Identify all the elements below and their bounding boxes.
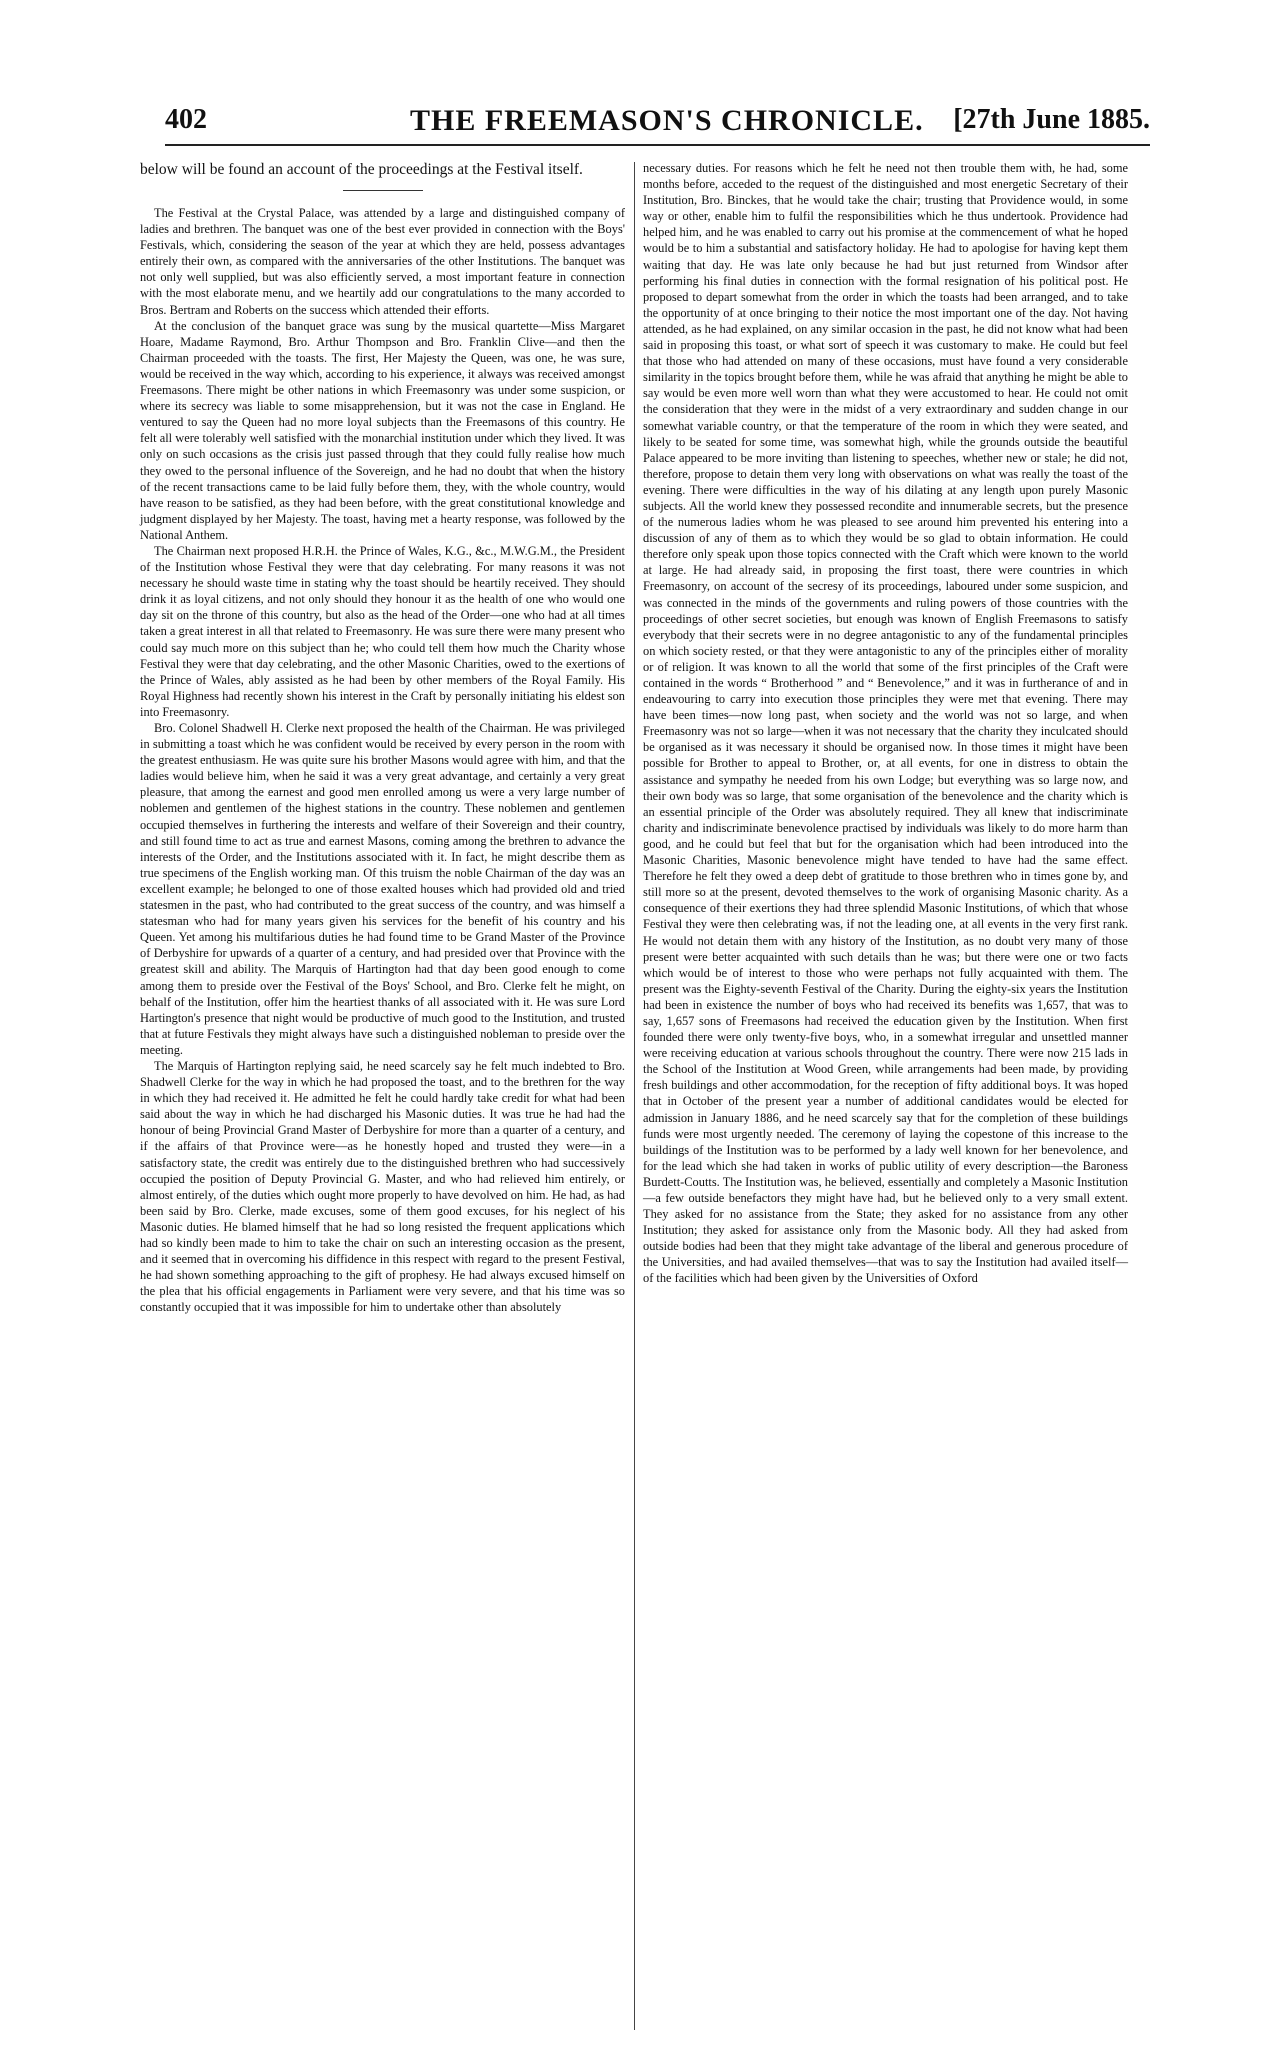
article-paragraph: necessary duties. For reasons which he felt he need not then trouble them with, he had, some months before, acceded to the request of the distinguished and most energetic Secretary of their Institution, Bro. Binckes, that he would take the chair; trusting that Providence would, in some way or other, enable him to fulfil the responsibilities which he thus undertook. Providence had helped him, and he was enabled to carry out his promise at the commencement of what he hoped would be to him a substantial and satisfactory holiday. He had to apologise for having kept them waiting that day. He was late only because he had but just returned from Windsor after performing his final duties in connection with the formal resignation of his political post. He proposed to depart somewhat from the order in which the toasts had been arranged, and to take the opportunity of at once bringing to their notice the most important one of the day. Not having attended, as he had explained, on any similar occasion in the past, he did not know what had been said in proposing this toast, or what sort of speech it was customary to make. He could but feel that those who had attended on many of these occasions, must have found a very considerable similarity in the topics brought before them, while he was afraid that anything he might be able to say would be even more well worn than what they were accustomed to hear. He could not omit the consideration that they were in the midst of a very extraordinary and sudden change in our somewhat variable country, or that the temperature of the room in which they were seated, and likely to be seated for some time, was somewhat high, while the grounds outside the beautiful Palace appeared to be more inviting than listening to speeches, whether new or stale; he did not, therefore, propose to detain them very long with observations on what was really the toast of the evening. There were difficulties in the way of his dilating at any length upon purely Masonic subjects. All the world knew they possessed recondite and innumerable secrets, but the presence of the numerous ladies whom he was pleased to see around him prevented his entering into a discussion of any of them as to which they would be so glad to obtain information. He could therefore only speak upon those topics connected with the Craft which were known to the world at large. He had already said, in proposing the first toast, there were countries in which Freemasonry, on account of the secresy of its proceedings, laboured under some suspicion, and was connected in the minds of the governments and ruling powers of those countries with the proceedings of other secret societies, but enough was known of English Freemasons to satisfy everybody that their secrets were in no degree antagonistic to any of the fundamental principles on which society rested, or that they were antagonistic to any of the principles either of morality or of religion. It was known to all the world that some of the first principles of the Craft were contained in the words “ Brotherhood ” and “ Benevolence,” and it was in furtherance of and in endeavouring to carry into execution those principles they were met that evening. There may have been times—now long past, when society and the world was not so large, and when Freemasonry was not so large—when it was not necessary that the charity they inculcated should be organised as it was necessary it should be organised now. In those times it might have been possible for Brother to appeal to Brother, or, at all events, for one in distress to obtain the assistance and sympathy he needed from his own Lodge; but everything was so large now, and their own body was so large, that some organisation of the benevolence and the charity which is an essential principle of the Order was absolutely required. They all knew that indiscriminate charity and indiscriminate benevolence practised by individuals was likely to do more harm than good, and he could but feel that but for the organisation which had been introduced into the Masonic Charities, Masonic benevolence might have tended to have had the same effect. Therefore he felt they owed a deep debt of gratitude to those brethren who in times gone by, and still more so at the present, devoted themselves to the work of organising Masonic charity. As a consequence of their exertions they had three splendid Masonic Institutions, of which that whose Festival they were then celebrating was, if not the leading one, at all events in the very first rank. He would not detain them with any history of the Institution, as no doubt very many of those present were better acquainted with such details than he was; but there were one or two facts which would be of interest to those who were perhaps not fully acquainted with them. The present was the Eighty-seventh Festival of the Charity. During the eighty-six years the Institution had been in existence the number of boys who had received its benefits was 1,657, that was to say, 1,657 sons of Freemasons had received the education given by the Institution. When first founded there were only twenty-five boys, who, in a somewhat irregular and unsettled manner were receiving education at various schools throughout the country. There were now 215 lads in the School of the Institution at Wood Green, while arrangements had been made, by providing fresh buildings and other accommodation, for the reception of fifty additional boys. It was hoped that in October of the present year a number of additional candidates would be elected for admission in January 1886, and he need scarcely say that for the completion of these buildings funds were most urgently needed. The ceremony of laying the copestone of this increase to the buildings of the Institution was to be performed by a lady well known for her benevolence, and for the lead which she had taken in works of public utility of every description—the Baroness Burdett-Coutts. The Institution was, he believed, essentially and completely a Masonic Institution—a few outside benefactors they might have had, but he believed only to a very small extent. They asked for no assistance from the State; they asked for no assistance from any other Institution; they asked for assistance only from the Masonic body. All they had asked from outside bodies had been that they might take advantage of the liberal and generous procedure of the Universities, and had availed themselves—that was to say the Institution had availed itself—of the facilities which had been given by the Universities of Oxford xyxy=(643,161,1128,1286)
header-rule xyxy=(165,144,1150,146)
article-paragraph: The Chairman next proposed H.R.H. the Prince of Wales, K.G., &c., M.W.G.M., the President of the Institution whose Festival they were that day celebrating. For many reasons it was not necessary he should waste time in stating why the toast should be heartily received. They should drink it as loyal citizens, and not only should they honour it as the health of one who would one day sit on the throne of this country, but also as the head of the Order—one who had at all times taken a great interest in all that related to Freemasonry. He was sure there were many present who could say much more on this subject than he; who could tell them how much the Charity whose Festival they were that day celebrating, and the other Masonic Charities, owed to the exertions of the Prince of Wales, ably assisted as he had been by other members of the Royal Family. His Royal Highness had recently shown his interest in the Craft by personally initiating his eldest son into Freemasonry. xyxy=(140,543,625,719)
left-column xyxy=(140,160,625,1315)
article-paragraph: Bro. Colonel Shadwell H. Clerke next proposed the health of the Chairman. He was privileged in submitting a toast which he was confident would be received by every person in the room with the greatest enthusiasm. He was quite sure his brother Masons would agree with him, and that the ladies would believe him, when he said it was a very great advantage, and certainly a very great pleasure, that among the earnest and good men enrolled among us were a very large number of noblemen and gentlemen of the highest stations in the country. These noblemen and gentlemen occupied themselves in furthering the interests and welfare of their Sovereign and their country, and still found time to act as true and earnest Masons, coming among the brethren to advance the interests of the Order, and the Institutions associated with it. In fact, he might describe them as true specimens of the English working man. Of this truism the noble Chairman of the day was an excellent example; he belonged to one of those exalted houses which had provided old and tried statesmen in the past, who had contributed to the great success of the country, and was himself a statesman who had for many years given his services for the benefit of his country and his Queen. Yet among his multifarious duties he had found time to be Grand Master of the Province of Derbyshire for upwards of a quarter of a century, and had presided over that Province with the greatest skill and ability. The Marquis of Hartington had that day been good enough to come among them to preside over the Festival of the Boys' School, and Bro. Clerke felt he might, on behalf of the Institution, offer him the heartiest thanks of all associated with it. He was sure Lord Hartington's presence that night would be productive of much good to the Institution, and trusted that at future Festivals they might always have such a distinguished nobleman to preside over the meeting. xyxy=(140,721,625,1057)
section-divider xyxy=(343,190,423,191)
column-separator xyxy=(634,162,635,2030)
article-paragraph: The Festival at the Crystal Palace, was attended by a large and distinguished company of ladies and brethren. The banquet was one of the best ever provided in connection with the Boys' Festivals, which, considering the season of the year at which they are held, possess advantages entirely their own, as compared with the anniversaries of the other Institutions. The banquet was not only well supplied, but was also efficiently served, a most important feature in connection with the most elaborate menu, and we heartily add our congratulations to the many accorded to Bros. Bertram and Roberts on the success which attended their efforts. xyxy=(140,206,625,317)
page-header xyxy=(165,104,1150,144)
article-paragraph: At the conclusion of the banquet grace was sung by the musical quartette—Miss Margaret Hoare, Madame Raymond, Bro. Arthur Thompson and Bro. Franklin Clive—and then the Chairman proceeded with the toasts. The first, Her Majesty the Queen, was one, he was sure, would be received in the way which, according to his experience, it always was received amongst Freemasons. There might be other nations in which Freemasonry was under some suspicion, or where its secrecy was liable to some misapprehension, but it was not the case in England. He ventured to say the Queen had no more loyal subjects than the Freemasons of this country. He felt all were tolerably well satisfied with the monarchial institution under which they lived. It was only on such occasions as the crisis just passed through that they could fully realise how much they owed to the personal influence of the Sovereign, and he had no doubt that when the history of the recent transactions came to be laid fully before them, they, with the whole country, would have reason to be satisfied, as they had been before, with the great constitutional knowledge and judgment displayed by her Majesty. The toast, having met a hearty response, was followed by the National Anthem. xyxy=(140,318,625,542)
right-column xyxy=(643,160,1128,1287)
publication-title: THE FREEMASON'S CHRONICLE. xyxy=(410,104,924,137)
intro-text: below will be found an account of the proceedings at the Festival itself. xyxy=(140,161,583,178)
article-paragraph: The Marquis of Hartington replying said, he need scarcely say he felt much indebted to Bro. Shadwell Clerke for the way in which he had proposed the toast, and to the brethren for the way in which they had received it. He admitted he felt he could hardly take credit for what had been said about the way in which he had discharged his Masonic duties. It was true he had had the honour of being Provincial Grand Master of Derbyshire for more than a quarter of a century, and if the affairs of that Province were—as he honestly hoped and trusted they were—in a satisfactory state, the credit was entirely due to the distinguished brethren who had successively occupied the position of Deputy Provincial G. Master, and who had relieved him entirely, or almost entirely, of the duties which ought more properly to have devolved on him. He had, as had been said by Bro. Clerke, made excuses, some of them good excuses, for his neglect of his Masonic duties. He blamed himself that he had so long resisted the frequent applications which had so kindly been made to him to take the chair on such an interesting occasion as the present, and it seemed that in overcoming his diffidence in this respect with regard to the present Festival, he had shown something approaching to the gift of prophesy. He had always excused himself on the plea that his official engagements in Parliament were very severe, and that his time was so constantly occupied that it was impossible for him to undertake other than absolutely xyxy=(140,1058,625,1315)
page-number: 402 xyxy=(165,104,207,135)
issue-date: [27th June 1885. xyxy=(953,104,1150,135)
